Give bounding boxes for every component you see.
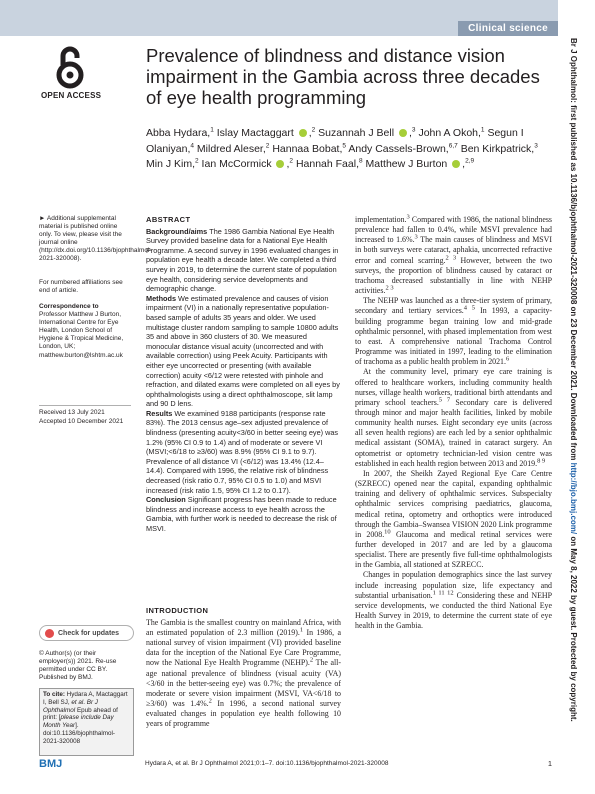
abstract-section bbox=[146, 409, 341, 495]
abstract-sections bbox=[146, 227, 341, 534]
body-paragraph: The NEHP was launched as a three-tier system of primary, secondary and tertiary services.$^{4 5}$ In 1993, a capacity-building programme began training low and mid-grade ophthalmic personnel, with phased implementation from west to east. A comprehensive national Trachoma Control Programme was initiated in 1997, leading to the elimination of trachoma as a public health problem in 2021.$^6$ bbox=[355, 296, 553, 367]
check-for-updates-label: Check for updates bbox=[58, 630, 120, 637]
check-for-updates-icon bbox=[45, 629, 54, 638]
abstract-section-label: Conclusion bbox=[146, 495, 188, 505]
abstract bbox=[146, 215, 341, 534]
abstract-section bbox=[146, 294, 341, 409]
abstract-heading: ABSTRACT bbox=[146, 215, 191, 224]
journal-link[interactable]: http://bjo.bmj.com/ bbox=[569, 462, 578, 535]
abstract-section-text: Significant progress has been made to reduce blindness and increase access to eye health across the Gambia, with further work is needed to decrease the risk of MSVI. bbox=[146, 495, 337, 533]
check-for-updates-button[interactable] bbox=[39, 625, 134, 641]
abstract-section-text: We examined 9188 participants (response rate 83%). The 2013 census age–sex adjusted prevalence of blindness (presenting acuity<3/60 in better seeing eye) was 1.2% (95% CI 0.9 to 1.4) and of moderate or severe VI (MSVI;<6/18 to ≥3/60) was 8.9% (95% CI 9.1 to 9.7). Prevalence of all distance VI (<6/12) was 13.4% (12.4–14.4). Compared with 1996, the relative risk of blindness decreased (risk ratio 0.7, 95% CI 0.5 to 1.0) and MSVI increased (risk ratio 1.5, 95% CI 1.2 to 0.17). bbox=[146, 408, 339, 495]
citation-box: To cite: Hydara A, Mactaggart I, Bell SJ, et al. Br J Ophthalmol Epub ahead of print: [please include Day Month Year]. doi:10.1136/bjophthalmol-2021-320008 bbox=[39, 688, 134, 756]
correspondence-label: Correspondence to bbox=[39, 303, 99, 310]
body-paragraph: Changes in population demographics since the last survey include increasing population size, life expectancy and substantial urbanisation.$^{1 11 12}$ Considering these and NEHP service developments, we conducted the third National Eye Health Survey in 2019, to determine the current state of eye health in the Gambia. bbox=[355, 570, 552, 631]
accepted-date: Accepted 10 December 2021 bbox=[39, 418, 124, 425]
copyright-note: © Author(s) (or their employer(s)) 2021. Re-use permitted under CC BY. Published by BMJ. bbox=[39, 650, 117, 682]
author-list: Abba Hydara,$^1$ Islay Mactaggart ,$^2$ Suzannah J Bell ,$^3$ John A Okoh,$^1$ Segun I Olaniyan,$^4$ Mildred Aleser,$^2$ Hannaa Bobat,$^5$ Andy Cassels-Brown,$^{6,7}$ Ben Kirkpatrick,$^3$ Min J Kim,$^2$ Ian McCormick ,$^2$ Hannah Faal,$^8$ Matthew J Burton ,$^{2,9}$ bbox=[146, 126, 538, 170]
abstract-section-label: Methods bbox=[146, 293, 179, 303]
abstract-section-label: Background/aims bbox=[146, 226, 210, 236]
body-paragraph: implementation.$^3$ Compared with 1986, the national blindness prevalence had fallen to 0.4%, while MSVI prevalence had increased to 1.6%.$^3$ The main causes of blindness and MSVI in both surveys were cataract, aphakia, uncorrected refractive error and corneal scarring.$^{2 3}$ However, between the two surveys, the proportion of blindness caused by cataract or trachoma decreased substantially in line with NEHP activities.$^{2 3}$ bbox=[355, 213, 553, 296]
abstract-section-text: The 1986 Gambia National Eye Health Survey provided baseline data for a National Eye Health Programme. A second survey in 1996 evaluated changes in population eye health a decade later. We completed a third survey in 2019, to determine the current state of population eye health, considering service developments and demographic change. bbox=[146, 226, 339, 294]
introduction-heading: INTRODUCTION bbox=[146, 606, 209, 615]
supplemental-note: ► Additional supplemental material is published online only. To view, please visit the journal online (http://dx.doi.org/10.1136/bjophthalmol-2021-320008). bbox=[39, 215, 152, 263]
section-tab: Clinical science bbox=[458, 21, 558, 36]
correspondence-text: Professor Matthew J Burton, International Centre for Eye Health, London School of Hygiene & Tropical Medicine, London, UK; matthew.burton@lshtm.ac.uk bbox=[39, 311, 124, 359]
abstract-section bbox=[146, 495, 341, 533]
download-notice-text: Br J Ophthalmol: first published as 10.1136/bjophthalmol-2021-320008 on 23 December 2021. Downloaded from bbox=[569, 38, 578, 463]
body-paragraph: At the community level, primary eye care training is offered to healthcare workers, including community health nurses, village health workers, traditional birth attendants and primary school teachers.$^{5 7}$ Secondary care is delivered through minor and major health facilities, linked by mobile community health nurses. Eight secondary eye units (across all seven health regions) are each led by a senior ophthalmic medical assistant (SOMA), trained in cataract surgery. An optometrist or optometry technician-led vision centre was established in each health region between 2013 and 2019.$^{8 9}$ bbox=[355, 367, 553, 468]
article-title: Prevalence of blindness and distance vision impairment in the Gambia across three decades of eye health programming bbox=[146, 45, 540, 108]
abstract-section-label: Results bbox=[146, 408, 175, 418]
abstract-section bbox=[146, 227, 341, 294]
introduction-text: The Gambia is the smallest country on mainland Africa, with an estimated population of 2.3 million (2019).$^1$ In 1986, a national survey of vision impairment (VI) provided baseline data for the inception of the National Eye Care Programme, now the National Eye Health Programme (NEHP).$^2$ The all-age national prevalence of blindness (visual acuity (VA)<3/60 in the better-seeing eye) was 0.7%; the prevalence of moderate or severe vision impairment (MSVI, VA<6/18 to ≥3/60) was 1.4%.$^2$ In 1996, a second national survey evaluated changes in population eye health following 10 years of programme bbox=[146, 618, 342, 729]
open-access-icon bbox=[55, 45, 85, 91]
bmj-logo: BMJ bbox=[39, 758, 63, 770]
footer-citation: Hydara A, et al. Br J Ophthalmol 2021;0:1–7. doi:10.1136/bjophthalmol-2021-320008 bbox=[145, 760, 389, 767]
page-number: 1 bbox=[547, 759, 552, 768]
sidebar-divider bbox=[39, 405, 131, 406]
body-column-right bbox=[355, 215, 552, 631]
affiliations-note: For numbered affiliations see end of article. bbox=[39, 279, 123, 295]
body-paragraph: In 2007, the Sheikh Zayed Regional Eye Care Centre (SZRECC) opened near the capital, expanding ophthalmic training and delivery of ophthalmic services. Subspecialty ophthalmic services comprising paediatrics, glaucoma, medical retina, optometry and orthoptics were introduced through the Gambia–Swansea VISION 2020 Link programme in 2008.10 Glaucoma and medical retinal services were further developed in 2017 and are led by a glaucoma specialist. There are presently five full-time ophthalmologists in the Gambia, all stationed at SZRECC. bbox=[355, 468, 552, 570]
introduction bbox=[146, 606, 341, 729]
abstract-section-text: We estimated prevalence and causes of vision impairment (VI) in a nationally representative population-based sample of adults 35 years and older. We used multistage cluster random sampling to sample 10800 adults 35 and above in 360 clusters of 30. We measured monocular distance visual acuity (uncorrected and with available correction) using Peek Acuity. Participants with either eye uncorrected or presenting (with available correction) acuity <6/12 were retested with pinhole and refraction, and dilated exams were completed on all eyes by ophthalmologists using a direct ophthalmoscope, slit lamp and 90 D lens. bbox=[146, 293, 340, 409]
download-notice bbox=[566, 38, 580, 778]
copyright-notice-text: on May 8, 2022 by guest. Protected by copyright. bbox=[569, 534, 578, 722]
correspondence-block bbox=[39, 303, 131, 360]
open-access-label: OPEN ACCESS bbox=[41, 91, 102, 100]
received-date: Received 13 July 2021 bbox=[39, 409, 105, 416]
